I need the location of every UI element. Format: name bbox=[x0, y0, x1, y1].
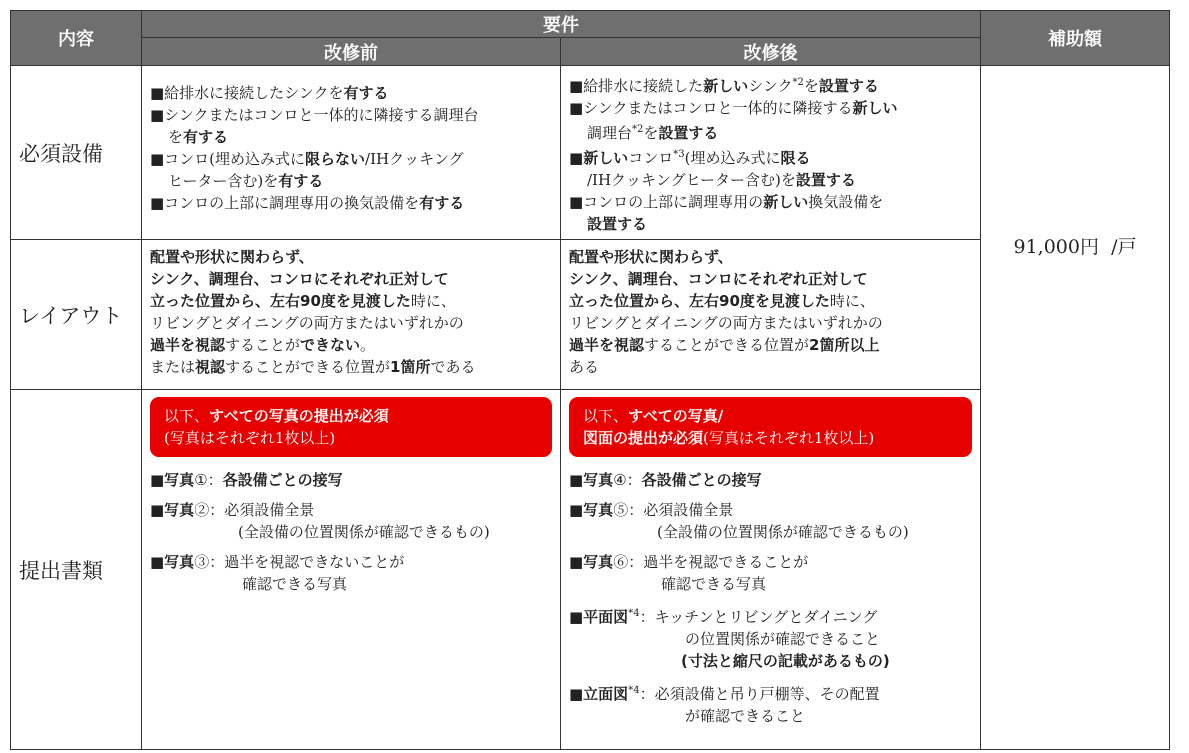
equipment-before-line: を有する bbox=[168, 128, 229, 146]
layout-after-line: 立った位置から、左右90度を見渡した時に、 bbox=[569, 292, 875, 310]
equipment-after-line: ■給排水に接続した新しいシンク$^{*2}$を設置する bbox=[569, 77, 879, 95]
subsidy-requirements-table bbox=[10, 10, 1170, 750]
equipment-before-line: ■シンクまたはコンロと一体的に隣接する調理台 bbox=[150, 106, 479, 124]
subsidy-amount-value: 91,000円 bbox=[1013, 236, 1099, 258]
photo-3-item: ■写真③：過半を視認できないことが 確認できる写真 bbox=[150, 553, 405, 593]
header-requirements: 要件 bbox=[142, 11, 981, 38]
layout-after-line: シンク、調理台、コンロにそれぞれ正対して bbox=[569, 270, 868, 288]
equipment-before-line: ■給排水に接続したシンクを有する bbox=[150, 84, 389, 102]
header-row bbox=[11, 11, 1170, 38]
equipment-after-cell bbox=[561, 66, 981, 240]
documents-before-cell bbox=[142, 390, 561, 750]
equipment-before-line: ヒーター含む)を有する bbox=[168, 172, 324, 190]
layout-after-line: リビングとダイニングの両方またはいずれかの bbox=[569, 314, 883, 332]
documents-after-cell bbox=[561, 390, 981, 750]
header-subsidy: 補助額 bbox=[981, 11, 1170, 66]
equipment-before-cell bbox=[142, 66, 561, 240]
row-label-layout: レイアウト bbox=[11, 240, 142, 390]
layout-after-line: ある bbox=[569, 358, 600, 376]
layout-after-line: 配置や形状に関わらず、 bbox=[569, 248, 733, 266]
subsidy-amount bbox=[981, 232, 1169, 259]
subsidy-amount-cell bbox=[981, 66, 1170, 750]
row-label-documents: 提出書類 bbox=[11, 390, 142, 750]
header-before: 改修前 bbox=[142, 38, 561, 66]
layout-before-line: または視認することができる位置が1箇所である bbox=[150, 358, 476, 376]
layout-before-cell bbox=[142, 240, 561, 390]
row-equipment bbox=[11, 66, 1170, 240]
equipment-after-line: ■新しいコンロ$^{*3}$(埋め込み式に限る bbox=[569, 149, 811, 167]
photo-1-item: ■写真①：各設備ごとの接写 bbox=[150, 471, 343, 489]
equipment-after-line: 設置する bbox=[587, 215, 648, 233]
equipment-after-line: ■シンクまたはコンロと一体的に隣接する新しい bbox=[569, 99, 898, 117]
required-notice-after: 以下、すべての写真/ 図面の提出が必須(写真はそれぞれ1枚以上) bbox=[569, 397, 972, 457]
photo-5-item: ■写真⑤：必須設備全景 (全設備の位置関係が確認できるもの) bbox=[569, 501, 909, 541]
row-label-equipment: 必須設備 bbox=[11, 66, 142, 240]
layout-before-line: 配置や形状に関わらず、 bbox=[150, 248, 314, 266]
floor-plan-item: ■平面図$^{*4}$：キッチンとリビングとダイニング の位置関係が確認できること (寸法と縮尺の記載があるもの) bbox=[569, 608, 890, 670]
layout-before-line: シンク、調理台、コンロにそれぞれ正対して bbox=[150, 270, 449, 288]
layout-after-line: 過半を視認することができる位置が2箇所以上 bbox=[569, 336, 880, 354]
header-content: 内容 bbox=[11, 11, 142, 66]
required-notice-before: 以下、すべての写真の提出が必須 (写真はそれぞれ1枚以上) bbox=[150, 397, 552, 457]
equipment-before-line: ■コンロ(埋め込み式に限らない/IHクッキング bbox=[150, 150, 464, 168]
photo-6-item: ■写真⑥：過半を視認できることが 確認できる写真 bbox=[569, 553, 809, 593]
equipment-after-line: 調理台$^{*2}$を設置する bbox=[587, 124, 719, 142]
layout-before-line: 過半を視認することができない。 bbox=[150, 336, 376, 354]
header-after: 改修後 bbox=[561, 38, 981, 66]
equipment-after-line: ■コンロの上部に調理専用の新しい換気設備を bbox=[569, 193, 884, 211]
subsidy-amount-unit: /戸 bbox=[1111, 236, 1137, 258]
photo-2-item: ■写真②：必須設備全景 (全設備の位置関係が確認できるもの) bbox=[150, 501, 490, 541]
equipment-after-line: /IHクッキングヒーター含む)を設置する bbox=[587, 171, 856, 189]
layout-before-line: リビングとダイニングの両方またはいずれかの bbox=[150, 314, 464, 332]
photo-4-item: ■写真④：各設備ごとの接写 bbox=[569, 471, 762, 489]
layout-before-line: 立った位置から、左右90度を見渡した時に、 bbox=[150, 292, 456, 310]
layout-after-cell bbox=[561, 240, 981, 390]
equipment-before-line: ■コンロの上部に調理専用の換気設備を有する bbox=[150, 194, 465, 212]
subsidy-requirements-table-frame bbox=[10, 10, 1169, 745]
elevation-item: ■立面図$^{*4}$：必須設備と吊り戸棚等、その配置 が確認できること bbox=[569, 685, 880, 725]
